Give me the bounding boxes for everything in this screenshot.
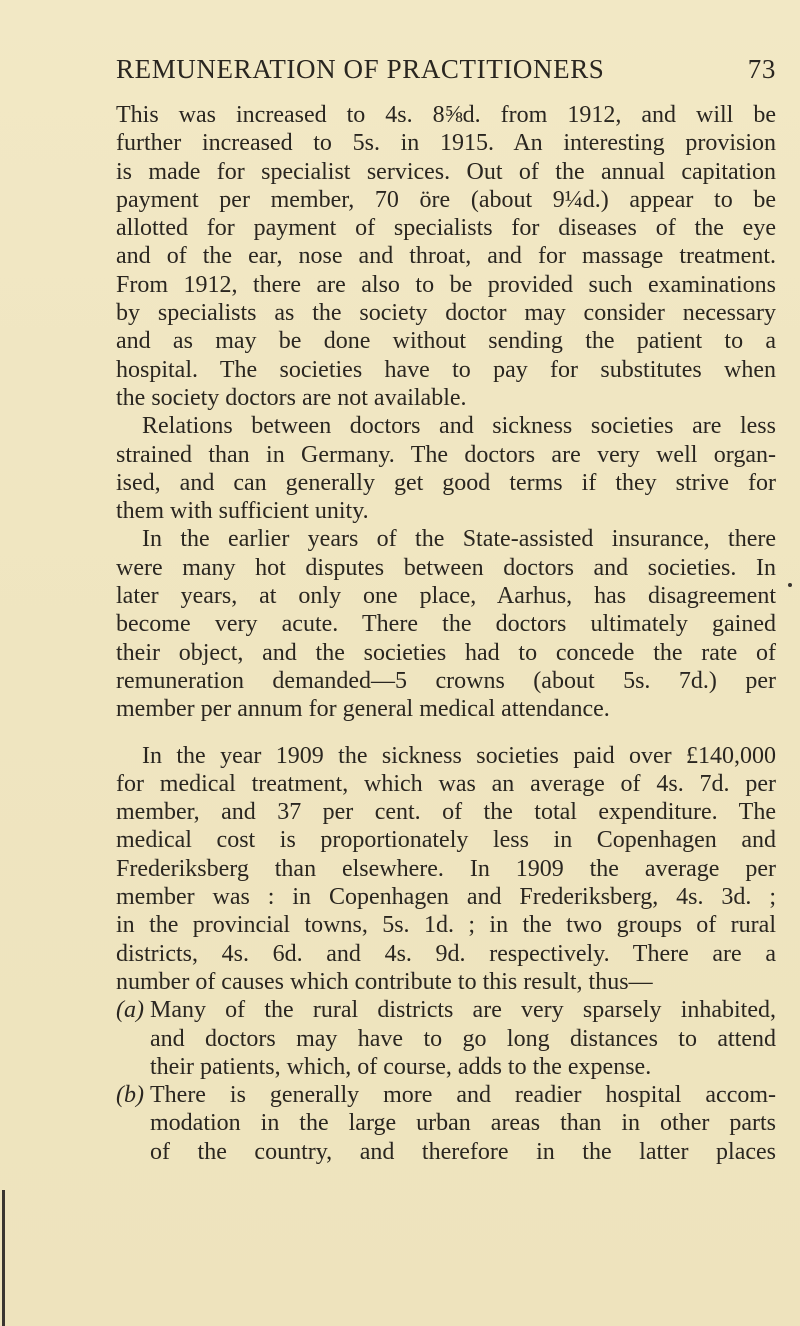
text-line: and doctors may have to go long distances to attend [150,1025,776,1052]
text-line: Relations between doctors and sickness societies are less [142,413,776,440]
list-text: There is generally more and readier hospital accom- [150,1082,776,1109]
text-line: member per annum for general medical attendance. [116,696,610,723]
text-line: strained than in Germany. The doctors are very well organ- [116,441,776,468]
text-line: In the earlier years of the State-assisted insurance, there [142,526,776,553]
paragraph-4 [116,742,776,997]
body-text [116,101,776,1166]
text-line: hospital. The societies have to pay for substitutes when [116,356,776,383]
text-line: and as may be done without sending the patient to a [116,328,776,355]
text-line: payment per member, 70 öre (about 9¼d.) appear to be [116,186,776,213]
list-marker: (a) [116,997,144,1024]
page-header [116,54,776,94]
text-line: modation in the large urban areas than in other parts [150,1110,776,1137]
text-line: ised, and can generally get good terms if they strive for [116,469,776,496]
page-number: 73 [747,54,776,84]
text-line: the society doctors are not available. [116,384,467,411]
text-line: their object, and the societies had to concede the rate of [116,639,776,666]
running-title: REMUNERATION OF PRACTITIONERS [116,54,605,84]
text-line: In the year 1909 the sickness societies paid over £140,000 [142,742,776,769]
list-item-a [116,996,776,1081]
text-line: medical cost is proportionately less in Copenhagen and [116,827,776,854]
paragraph-2 [116,412,776,525]
text-line: later years, at only one place, Aarhus, has disagreement [116,583,776,610]
list-item-b [116,1081,776,1166]
text-line: allotted for payment of specialists for diseases of the eye [116,215,776,242]
text-line: become very acute. There the doctors ultimately gained [116,611,776,638]
text-line [116,996,776,1024]
text-line: From 1912, there are also to be provided such examinations [116,271,776,298]
paragraph-gap [116,724,776,742]
text-line: number of causes which contribute to this result, thus— [116,968,653,995]
paragraph-3 [116,525,776,723]
text-line: This was increased to 4s. 8⅝d. from 1912, and will be [116,102,776,128]
text-line: for medical treatment, which was an average of 4s. 7d. per [116,770,776,797]
margin-dot [788,583,792,587]
text-line: further increased to 5s. in 1915. An interesting provision [116,130,776,157]
text-line [116,1081,776,1109]
text-line: of the country, and therefore in the latter places [150,1138,776,1165]
list-text: Many of the rural districts are very sparsely inhabited, [150,997,776,1024]
text-line: and of the ear, nose and throat, and for massage treatment. [116,243,776,270]
text-line: were many hot disputes between doctors and societies. In [116,554,776,581]
text-line: remuneration demanded—5 crowns (about 5s. 7d.) per [116,667,776,694]
text-line: Frederiksberg than elsewhere. In 1909 the average per [116,855,776,882]
text-line: member, and 37 per cent. of the total expenditure. The [116,799,776,826]
paragraph-1 [116,101,776,412]
page-edge-shadow [2,1190,5,1326]
text-line: them with sufficient unity. [116,498,369,525]
text-line: by specialists as the society doctor may consider necessary [116,300,776,327]
list-marker: (b) [116,1082,144,1109]
text-line: is made for specialist services. Out of the annual capitation [116,158,776,185]
text-line: member was : in Copenhagen and Frederiksberg, 4s. 3d. ; [116,884,776,911]
text-line: their patients, which, of course, adds to the expense. [150,1053,652,1080]
text-line: districts, 4s. 6d. and 4s. 9d. respectively. There are a [116,940,776,967]
text-line: in the provincial towns, 5s. 1d. ; in the two groups of rural [116,912,776,939]
